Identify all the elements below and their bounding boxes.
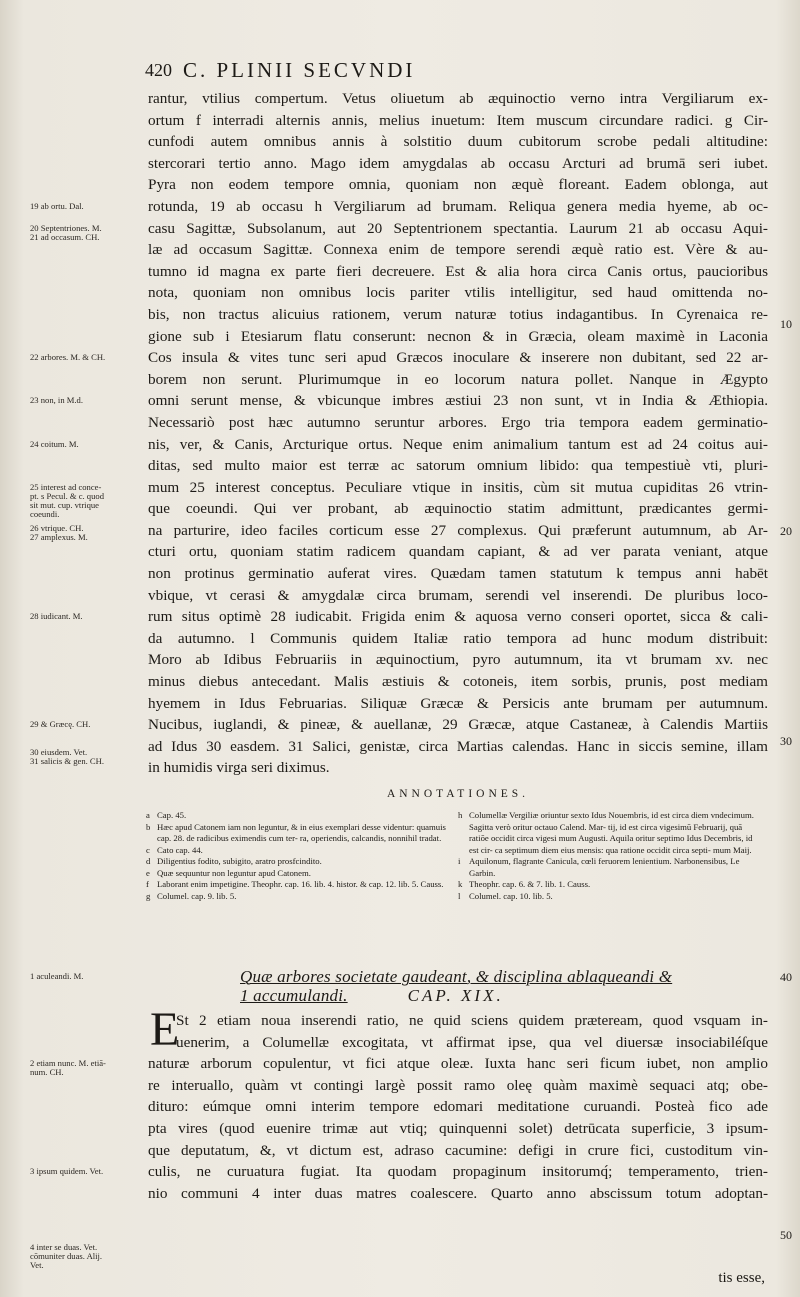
annotation-text: Hæc apud Catonem iam non leguntur, & in eius exemplari desse videntur: quamuis cap. 28. de radicibus eximendis cum ter- ra, operiendis, calcandis, nonnihil tradat.: [157, 821, 446, 843]
text-line: læ ad occasum Sagittæ. Connexa enim de tempore serendi æquè ratio est. Vère & au-: [148, 241, 768, 259]
page-header: [145, 58, 775, 84]
text-line: Cos insula & vites tunc seri apud Græcos inoculare & inserere non dubitant, sed 22 ar-: [148, 349, 768, 367]
annotation-letter: h: [458, 810, 463, 820]
chapter-text-line: uenerim, a Columellæ excogitata, vt affirmat ipse, qua vel diuersæ insociabiléſque: [176, 1033, 768, 1051]
main-text: [148, 88, 768, 779]
annotations-right-column: [458, 810, 758, 902]
text-line: nota, quoniam non omnibus locis pariter vtilis intelligitur, sed haud omittenda no-: [148, 284, 768, 302]
drop-capital: E: [150, 1003, 180, 1056]
text-line: stercorari tertio anno. Mago idem amygdalas ab occasu Arcturi ad brumā seri iubet.: [148, 154, 768, 172]
text-line: ad Idus 30 easdem. 31 Salici, genistæ, circa Martias calendas. Hanc in siccis semine, illam: [148, 737, 768, 755]
chapter-text-line: culis, ne curuatura fugiat. Ita quodam propaginum insitorumq́; temperamento, trien-: [148, 1163, 768, 1181]
annotation-text: Aquilonum, flagrante Canicula, cœli feruorem lenientium. Narbonensibus, Le Garbin.: [469, 856, 740, 878]
text-line: Nucibus, iuglandi, & pineæ, & auellanæ, 29 Græcæ, atque Castaneæ, à Calendis Martiis: [148, 716, 768, 734]
margin-note: 20 Septentriones. M. 21 ad occasum. CH.: [30, 222, 102, 242]
annotation-text: Columel. cap. 9. lib. 5.: [157, 890, 237, 901]
text-line: tumno id magna ex parte fieri decreuere. Est & alia hora circa Canis ortus, paucioribus: [148, 262, 768, 280]
text-line: gione sub i Etesiarum flatu conserunt: necnon & in Græcia, oleam maximè in Laconia: [148, 327, 768, 345]
annotation-letter: f: [146, 879, 149, 889]
margin-note: 30 eiusdem. Vet. 31 salicis & gen. CH.: [30, 747, 104, 767]
annotation-item: [146, 891, 446, 903]
text-line: da autumno. l Communis quidem Italiæ ratio tempora ad hunc modum distribuit:: [148, 629, 768, 647]
annotation-letter: b: [146, 821, 151, 832]
chapter-number: CAP. XIX.: [407, 986, 504, 1005]
text-line: que coeundi. Qui ver probant, ab æquinoctio statim admittunt, prædicantes germi-: [148, 500, 768, 518]
chapter-margin-note: 1 aculeandi. M.: [30, 971, 84, 981]
running-title: C. PLINII SECVNDI: [183, 58, 416, 82]
margin-note: 23 non, in M.d.: [30, 395, 83, 406]
chapter-margin-note: 3 ipsum quidem. Vet.: [30, 1166, 104, 1177]
annotation-text: Theophr. cap. 6. & 7. lib. 1. Causs.: [469, 879, 591, 889]
annotation-item: [458, 891, 758, 903]
annotation-item: [146, 856, 446, 868]
chapter-text-line: dituro: eúmque omni interim tempore edomari meditatione curuandi. Posteà fico ade: [148, 1098, 768, 1116]
chapter-text: [148, 1010, 768, 1204]
chapter-text-line: pta vires (quod euenire trimæ aut vtiq; quinquenni solet) detrūcata superficie, 3 ipsum-: [148, 1119, 768, 1137]
text-line: rantur, vtilius compertum. Vetus oliuetum ab æquinoctio verno intra Vergiliarum ex-: [148, 90, 768, 107]
margin-note: 25 interest ad conce- pt. s Pecul. & c. quod sit mut. cup. vtrique coeundi.: [30, 481, 104, 519]
text-line: Moro ab Idibus Februariis in æquinoctium, pyro autumnum, ita vt brumam xv. nec: [148, 651, 768, 669]
text-line: ortum f interradi alternis annis, melius inuetum: Item muscum circundare radici. g Cir-: [148, 111, 768, 129]
text-line: bis, non tractus alicuius rationem, verum naturæ totius indagantibus. In Cyrenaica re-: [148, 305, 768, 323]
margin-note: 26 vtrique. CH. 27 amplexus. M.: [30, 522, 88, 542]
page-number: 420: [145, 60, 172, 80]
catchword: tis esse,: [718, 1270, 765, 1286]
annotation-item: [146, 810, 446, 822]
annotation-text: Cato cap. 44.: [157, 844, 203, 855]
line-number: 10: [780, 316, 792, 331]
chapter-title-line1: Quæ arbores societate gaudeant, & disciplina ablaqueandi &: [240, 967, 673, 986]
annotation-letter: i: [458, 856, 461, 866]
annotation-text: Columel. cap. 10. lib. 5.: [469, 890, 553, 901]
line-number: 20: [780, 524, 792, 539]
annotation-item: [146, 845, 446, 857]
text-line: in humidis virga seri diximus.: [148, 759, 330, 777]
chapter-text-line: que deputatum, &, vt dictum est, adraso cacumine: defigi in crure fici, custoditum vin-: [148, 1141, 768, 1159]
annotations-left-column: [146, 810, 446, 902]
margin-note: 22 arbores. M. & CH.: [30, 352, 106, 363]
margin-note: 29 & Græcę. CH.: [30, 719, 91, 730]
text-line: non protinus germinatio auferat vires. Quædam tamen statutum k tempus anni habēt: [148, 565, 768, 583]
margin-note: 28 iudicant. M.: [30, 611, 83, 622]
annotation-item: [458, 879, 758, 891]
text-line: minus diebus antecedant. Malis æstiuis & cotoneis, item sorbis, prunis, post mediam: [148, 673, 768, 691]
annotation-letter: e: [146, 867, 150, 878]
annotation-text: Diligentius fodito, subigito, aratro prosfcindito.: [157, 856, 322, 866]
text-line: cunfodi autem omnibus annis à solstitio duum cubitorum scrobe pedali altitudine:: [148, 133, 768, 151]
line-number: 30: [780, 733, 792, 748]
margin-note: 24 coitum. M.: [30, 438, 79, 449]
text-line: Necessariò post hæc autumno seruntur arbores. Ergo tria tempora eadem germinatio-: [148, 413, 768, 431]
annotation-text: Quæ sequuntur non leguntur apud Catonem.: [157, 867, 311, 878]
chapter-text-line: nio communi 4 inter duas matres coalescere. Quarto anno abscissum totum adoptan-: [148, 1184, 768, 1202]
text-line: nis, ver, & Canis, Arcturique ortus. Neque enim animalium tantum est ad 24 coitus aui-: [148, 435, 768, 453]
text-line: rotunda, 19 ab occasu h Vergiliarum ad brumam. Reliqua genera media hyeme, ab oc-: [148, 197, 768, 215]
annotation-letter: g: [146, 890, 151, 901]
chapter-text-line: St 2 etiam noua inserendi ratio, ne quid sciens quidem præteream, quod vsquam in-: [176, 1012, 768, 1029]
chapter-text-line: re interuallo, quàm vt contingi largè possit ramo oleę quàm maximè sequaci atq; obe-: [148, 1076, 768, 1094]
annotation-letter: d: [146, 856, 151, 866]
annotations-title: ANNOTATIONES.: [386, 788, 530, 800]
margin-note: 19 ab ortu. Dal.: [30, 201, 84, 211]
annotation-letter: a: [146, 810, 150, 820]
annotation-item: [146, 879, 446, 891]
text-line: na parturire, ideo faciles corticum esse 27 complexus. Qui præferunt autumnum, ab Ar-: [148, 521, 768, 539]
text-line: omni serunt mense, & vbicunque imbres æstiui 23 non sunt, vt in India & Æthiopia.: [148, 392, 768, 410]
annotation-letter: c: [146, 844, 150, 855]
text-line: cturi ortu, quoniam statim radicem quandam capiant, & ad ver parata veniant, atque: [148, 543, 768, 561]
chapter-margin-note: 2 etiam nunc. M. etiā- num. CH.: [30, 1058, 106, 1078]
annotation-letter: l: [458, 890, 461, 901]
annotation-text: Columellæ Vergiliæ oriuntur sexto Idus Nouembris, id est circa diem vndecimum. Sagitta verò oritur octauo Calend. Mar- tij, id est circa vigesimū Februarij, quā ratiōe occidit circa vigesi mum Augusti. Aquila oritur septimo Idus Decembris, id est cir- ca septimum diem eius mensis: qua ratione occidit circa septi- mum Maij.: [469, 810, 754, 855]
text-line: borem non serunt. Plurimumque in eo locorum natura pollet. Nanque in Ægypto: [148, 370, 768, 388]
annotation-item: [146, 822, 446, 845]
text-line: ditas, sed multo maior est terræ ac satorum omnium libido: qua tempestiuè vti, pluri-: [148, 457, 768, 475]
text-line: Pyra non eodem tempore omnia, quoniam non æquè floreant. Eadem oblonga, aut: [148, 176, 768, 194]
text-line: mum 25 interest conceptus. Peculiare vtique in insitis, cùm sit mutua cupiditas 26 vtrin-: [148, 478, 768, 496]
line-number-50: 50: [780, 1228, 792, 1242]
chapter-title-line2: 1 accumulandi.: [240, 986, 348, 1005]
annotation-letter: k: [458, 879, 463, 889]
annotation-item: [146, 868, 446, 880]
annotation-text: Cap. 45.: [157, 810, 187, 820]
text-line: hyemem in Idus Februarias. Siliquæ Græcæ & Persicis ante brumam per autumnum.: [148, 694, 768, 712]
chapter-heading: [240, 967, 780, 1005]
annotation-text: Laborant enim impetigine. Theophr. cap. 16. lib. 4. histor. & cap. 12. lib. 5. Causs.: [157, 879, 444, 889]
text-line: rum situs optimè 28 iudicabit. Frigida enim & aquosa verno conseri oportet, sicca & cali-: [148, 608, 768, 626]
line-number-40: 40: [780, 970, 792, 984]
text-line: casu Sagittæ, Subsolanum, aut 20 Septentrionem spectantia. Laurum 21 ab occasu Aqui-: [148, 219, 768, 237]
annotation-item: [458, 856, 758, 879]
chapter-margin-note: 4 inter se duas. Vet. cōmuniter duas. Alij. Vet.: [30, 1241, 103, 1270]
text-line: vbique, vt cerasi & amygdalæ circa brumam, serendi vel inserendi. De pluribus loco-: [148, 586, 768, 604]
annotation-item: [458, 810, 758, 856]
chapter-text-line: naturæ arborum copulentur, vt fici atque oleæ. Iuxta hanc seri ficum iubet, non amplio: [148, 1055, 768, 1073]
